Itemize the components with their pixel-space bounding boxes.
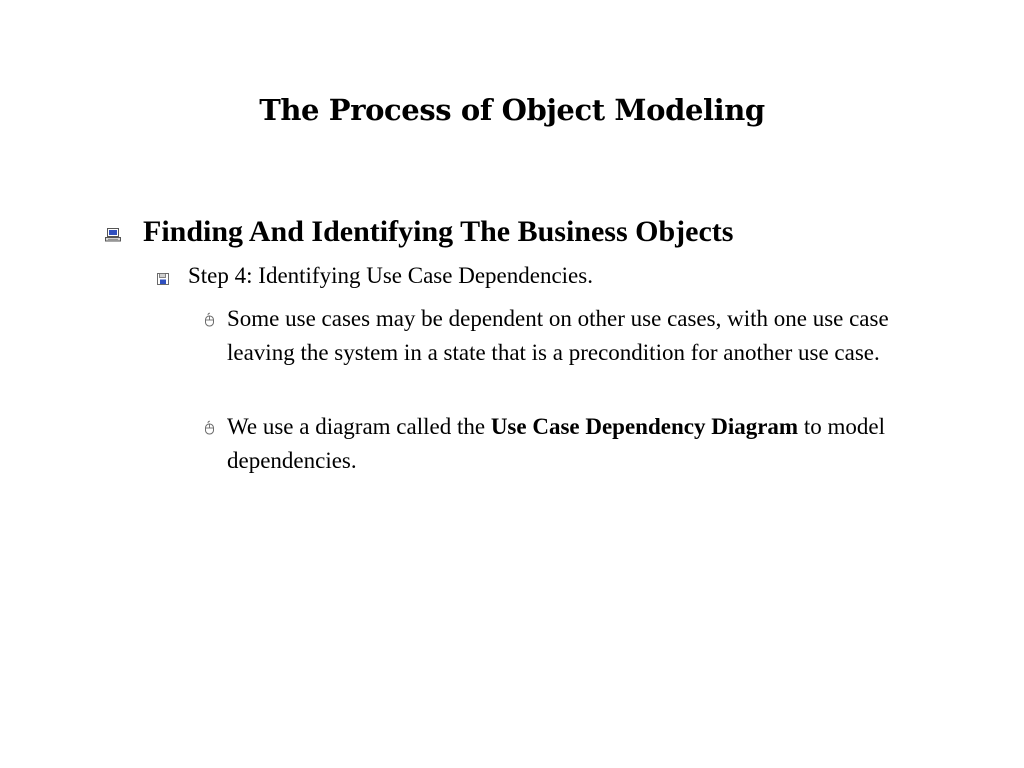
- diagram-text-after: to model dependencies.: [227, 414, 885, 473]
- mouse-icon: [203, 312, 216, 327]
- diagram-name: Use Case Dependency Diagram: [490, 414, 799, 439]
- floppy-disk-icon: [157, 273, 169, 285]
- mouse-icon: [203, 420, 216, 435]
- slide-title: The Process of Object Modeling: [259, 93, 765, 127]
- bullet-use-case-dependent: Some use cases may be dependent on other use cases, with one use case leaving the system in a state that is a precondition for another use case.: [227, 306, 889, 365]
- computer-icon: [105, 228, 121, 242]
- bullet-dependency-diagram: [227, 410, 962, 478]
- diagram-text-before: We use a diagram called the: [227, 414, 491, 439]
- bullet-finding-business-objects: Finding And Identifying The Business Objects: [143, 215, 734, 248]
- bullet-step-4: Step 4: Identifying Use Case Dependencies.: [188, 263, 593, 288]
